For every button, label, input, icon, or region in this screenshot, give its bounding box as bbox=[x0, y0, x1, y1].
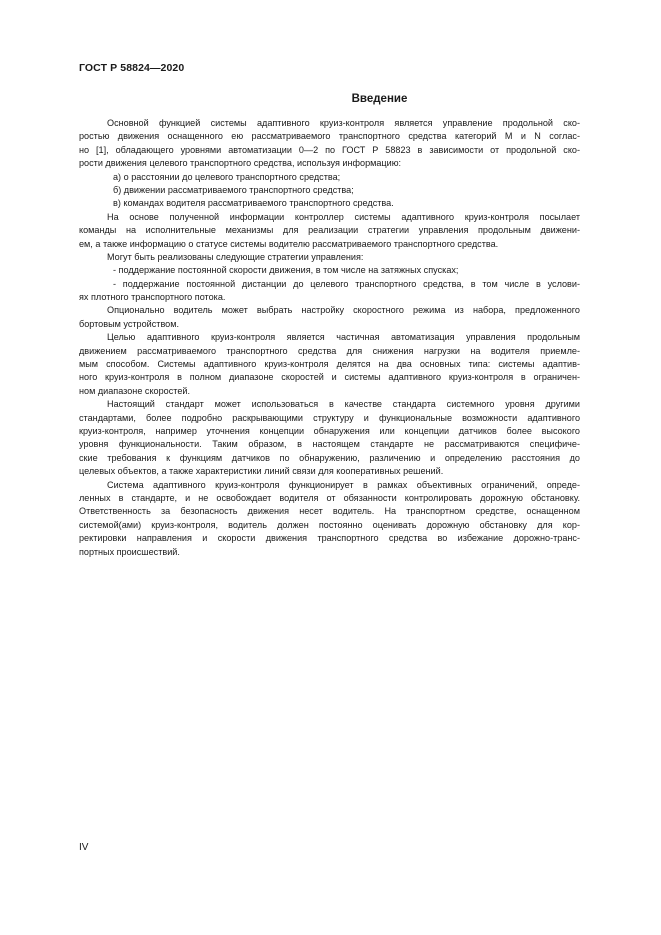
text-line: ем, а также информацию о статусе системы водителю рассматриваемого транспортного средства. bbox=[79, 238, 499, 249]
introduction-body bbox=[79, 117, 580, 559]
text-line: системой(ами) круиз-контроля, водитель должен постоянно оценивать дорожную обстановку для кор- bbox=[79, 519, 580, 530]
text-line: ленных в стандарте, и не освобождает водителя от обязанности контролировать дорожную обстановку. bbox=[79, 492, 580, 503]
text-line: бортовым устройством. bbox=[79, 318, 180, 329]
text-line: - поддержание постоянной дистанции до целевого транспортного средства, в том числе в услови- bbox=[113, 278, 580, 289]
text-line: движением рассматриваемого транспортного средства для снижения нагрузки на водителя приемле- bbox=[79, 345, 580, 356]
text-line: ректировки направления и скорости движения транспортного средства во избежание дорожно-транс- bbox=[79, 533, 580, 544]
text-line: а) о расстоянии до целевого транспортного средства; bbox=[113, 171, 341, 182]
text-line: Целью адаптивного круиз-контроля является частичная автоматизация управления продольным bbox=[107, 332, 580, 343]
text-line: Основной функцией системы адаптивного круиз-контроля является управление продольной ско- bbox=[107, 118, 580, 128]
text-line: ские требования к функциям датчиков по обнаружению, различению и определению расстояния до bbox=[79, 452, 580, 463]
text-line: но [1], обладающего уровнями автоматизации 0—2 по ГОСТ Р 58823 в зависимости от продольной ско- bbox=[79, 144, 580, 155]
page-number: IV bbox=[79, 842, 89, 853]
text-line: б) движении рассматриваемого транспортного средства; bbox=[113, 184, 354, 195]
text-line: Опционально водитель может выбрать настройку скоростного режима из набора, предложенного bbox=[107, 305, 580, 316]
text-line: ного круиз-контроля в полном диапазоне скоростей и системы адаптивного круиз-контроля в ограничен- bbox=[79, 372, 580, 383]
text-line: в) командах водителя рассматриваемого транспортного средства. bbox=[113, 198, 394, 209]
text-line: Ответственность за безопасность движения несет водитель. На транспортном средстве, оснащенном bbox=[79, 506, 580, 517]
text-line: целевых объектов, а также характеристики линий связи для кооперативных решений. bbox=[79, 466, 444, 477]
text-line: Система адаптивного круиз-контроля функционирует в рамках объективных ограничений, опреде- bbox=[107, 479, 580, 490]
text-line: мым способом. Системы адаптивного круиз-контроля делятся на два основных типа: системы адаптив- bbox=[79, 359, 580, 370]
section-title: Введение bbox=[351, 93, 408, 105]
text-line: ях плотного транспортного потока. bbox=[79, 292, 226, 303]
text-line: На основе полученной информации контроллер системы адаптивного круиз-контроля посылает bbox=[107, 211, 580, 222]
text-line: стандартами, более подробно раскрывающими структуру и функциональные возможности адаптивного bbox=[79, 412, 580, 423]
text-line: Могут быть реализованы следующие стратегии управления: bbox=[107, 251, 364, 262]
text-line: портных происшествий. bbox=[79, 546, 180, 557]
text-line: ростью движения оснащенного ею рассматриваемого транспортного средства категорий M и N соглас- bbox=[79, 131, 580, 142]
text-line: ном диапазоне скоростей. bbox=[79, 385, 190, 396]
text-line: Настоящий стандарт может использоваться в качестве стандарта системного уровня другими bbox=[107, 399, 580, 410]
text-line: уровня функциональности. Таким образом, в настоящем стандарте не рассматриваются специфиче- bbox=[79, 439, 580, 450]
document-standard-number: ГОСТ Р 58824—2020 bbox=[79, 62, 185, 74]
text-line: рости движения целевого транспортного средства, используя информацию: bbox=[79, 158, 402, 169]
text-line: круиз-контроля, например уточнения концепции обнаружения или концепции датчиков более высокого bbox=[79, 425, 580, 436]
text-line: - поддержание постоянной скорости движения, в том числе на затяжных спусках; bbox=[113, 265, 459, 276]
text-line: команды на исполнительные механизмы для реализации стратегии управления продольным движени- bbox=[79, 225, 580, 236]
